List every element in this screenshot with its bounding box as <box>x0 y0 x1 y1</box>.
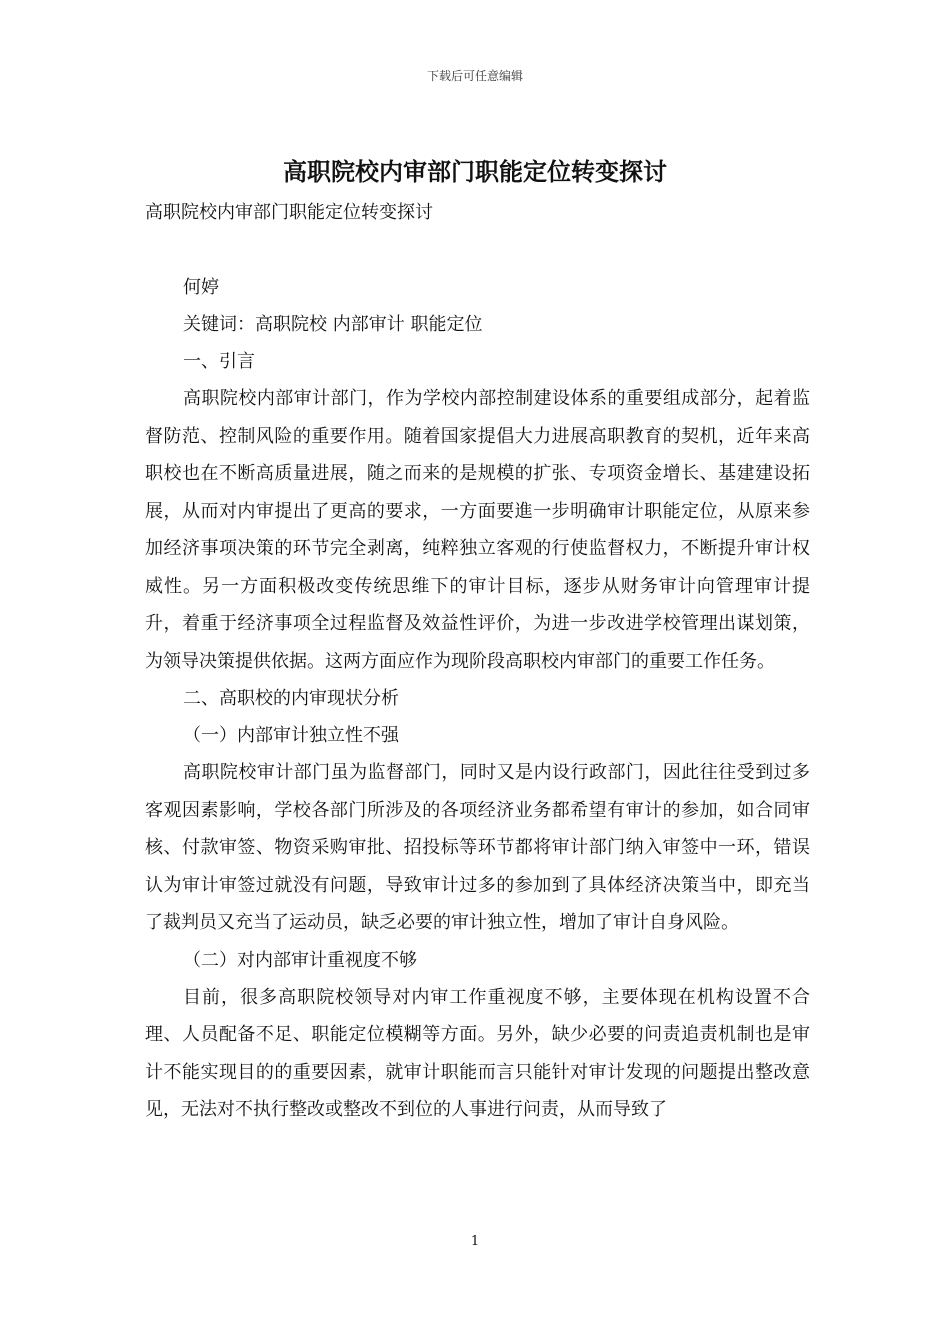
subsection-heading-attention: （二）对内部审计重视度不够 <box>183 949 417 971</box>
blank-line <box>145 231 810 269</box>
keywords-line: 关键词：高职院校 内部审计 职能定位 <box>183 314 483 335</box>
document-title: 高职院校内审部门职能定位转变探讨 <box>283 157 667 186</box>
author-name: 何婷 <box>183 277 219 298</box>
subsection-heading-independence: （一）内部审计独立性不强 <box>183 725 399 746</box>
attention-paragraph: 目前，很多高职院校领导对内审工作重视度不够，主要体现在机构设置不合理、人员配备不足、职能定位模糊等方面。另外，缺少必要的问责追责机制也是审计不能实现目的的重要因素，就审计职能而言只能针对审计发现的问题提出整改意见，无法对不执行整改或整改不到位的人事进行问责，从而导致了 <box>145 986 810 1120</box>
header-note: 下载后可任意编辑 <box>426 69 523 83</box>
section-heading-introduction: 一、引言 <box>183 351 255 372</box>
page-number: 1 <box>470 1234 480 1249</box>
independence-paragraph: 高职院校审计部门虽为监督部门，同时又是内设行政部门，因此往往受到过多客观因素影响，学校各部门所涉及的各项经济业务都希望有审计的参加，如合同审核、付款审签、物资采购审批、招投标等环节都将审计部门纳入审签中一环，错误认为审计审签过就没有问题，导致审计过多的参加到了具体经济决策当中，即充当了裁判员又充当了运动员，缺乏必要的审计独立性，增加了审计自身风险。 <box>145 762 810 933</box>
introduction-paragraph: 高职院校内部审计部门，作为学校内部控制建设体系的重要组成部分，起着监督防范、控制风险的重要作用。随着国家提倡大力进展高职教育的契机，近年来高职校也在不断高质量进展，随之而来的是规模的扩张、专项资金增长、基建建设拓展，从而对内审提出了更高的要求，一方面要進一步明确审计职能定位，从原来参加经济事项决策的环节完全剥离，纯粹独立客观的行使监督权力，不断提升审计权威性。另一方面积极改变传统思维下的审计目标，逐步从财务审计向管理审计提升，着重于经济事项全过程监督及效益性评价，为进一步改进学校管理出谋划策，为领导决策提供依据。这两方面应作为现阶段高职校内审部门的重要工作任务。 <box>145 388 810 672</box>
section-heading-status-analysis: 二、高职校的内审现状分析 <box>183 688 399 709</box>
document-body <box>145 194 810 1129</box>
document-subtitle: 高职院校内审部门职能定位转变探讨 <box>145 202 433 223</box>
